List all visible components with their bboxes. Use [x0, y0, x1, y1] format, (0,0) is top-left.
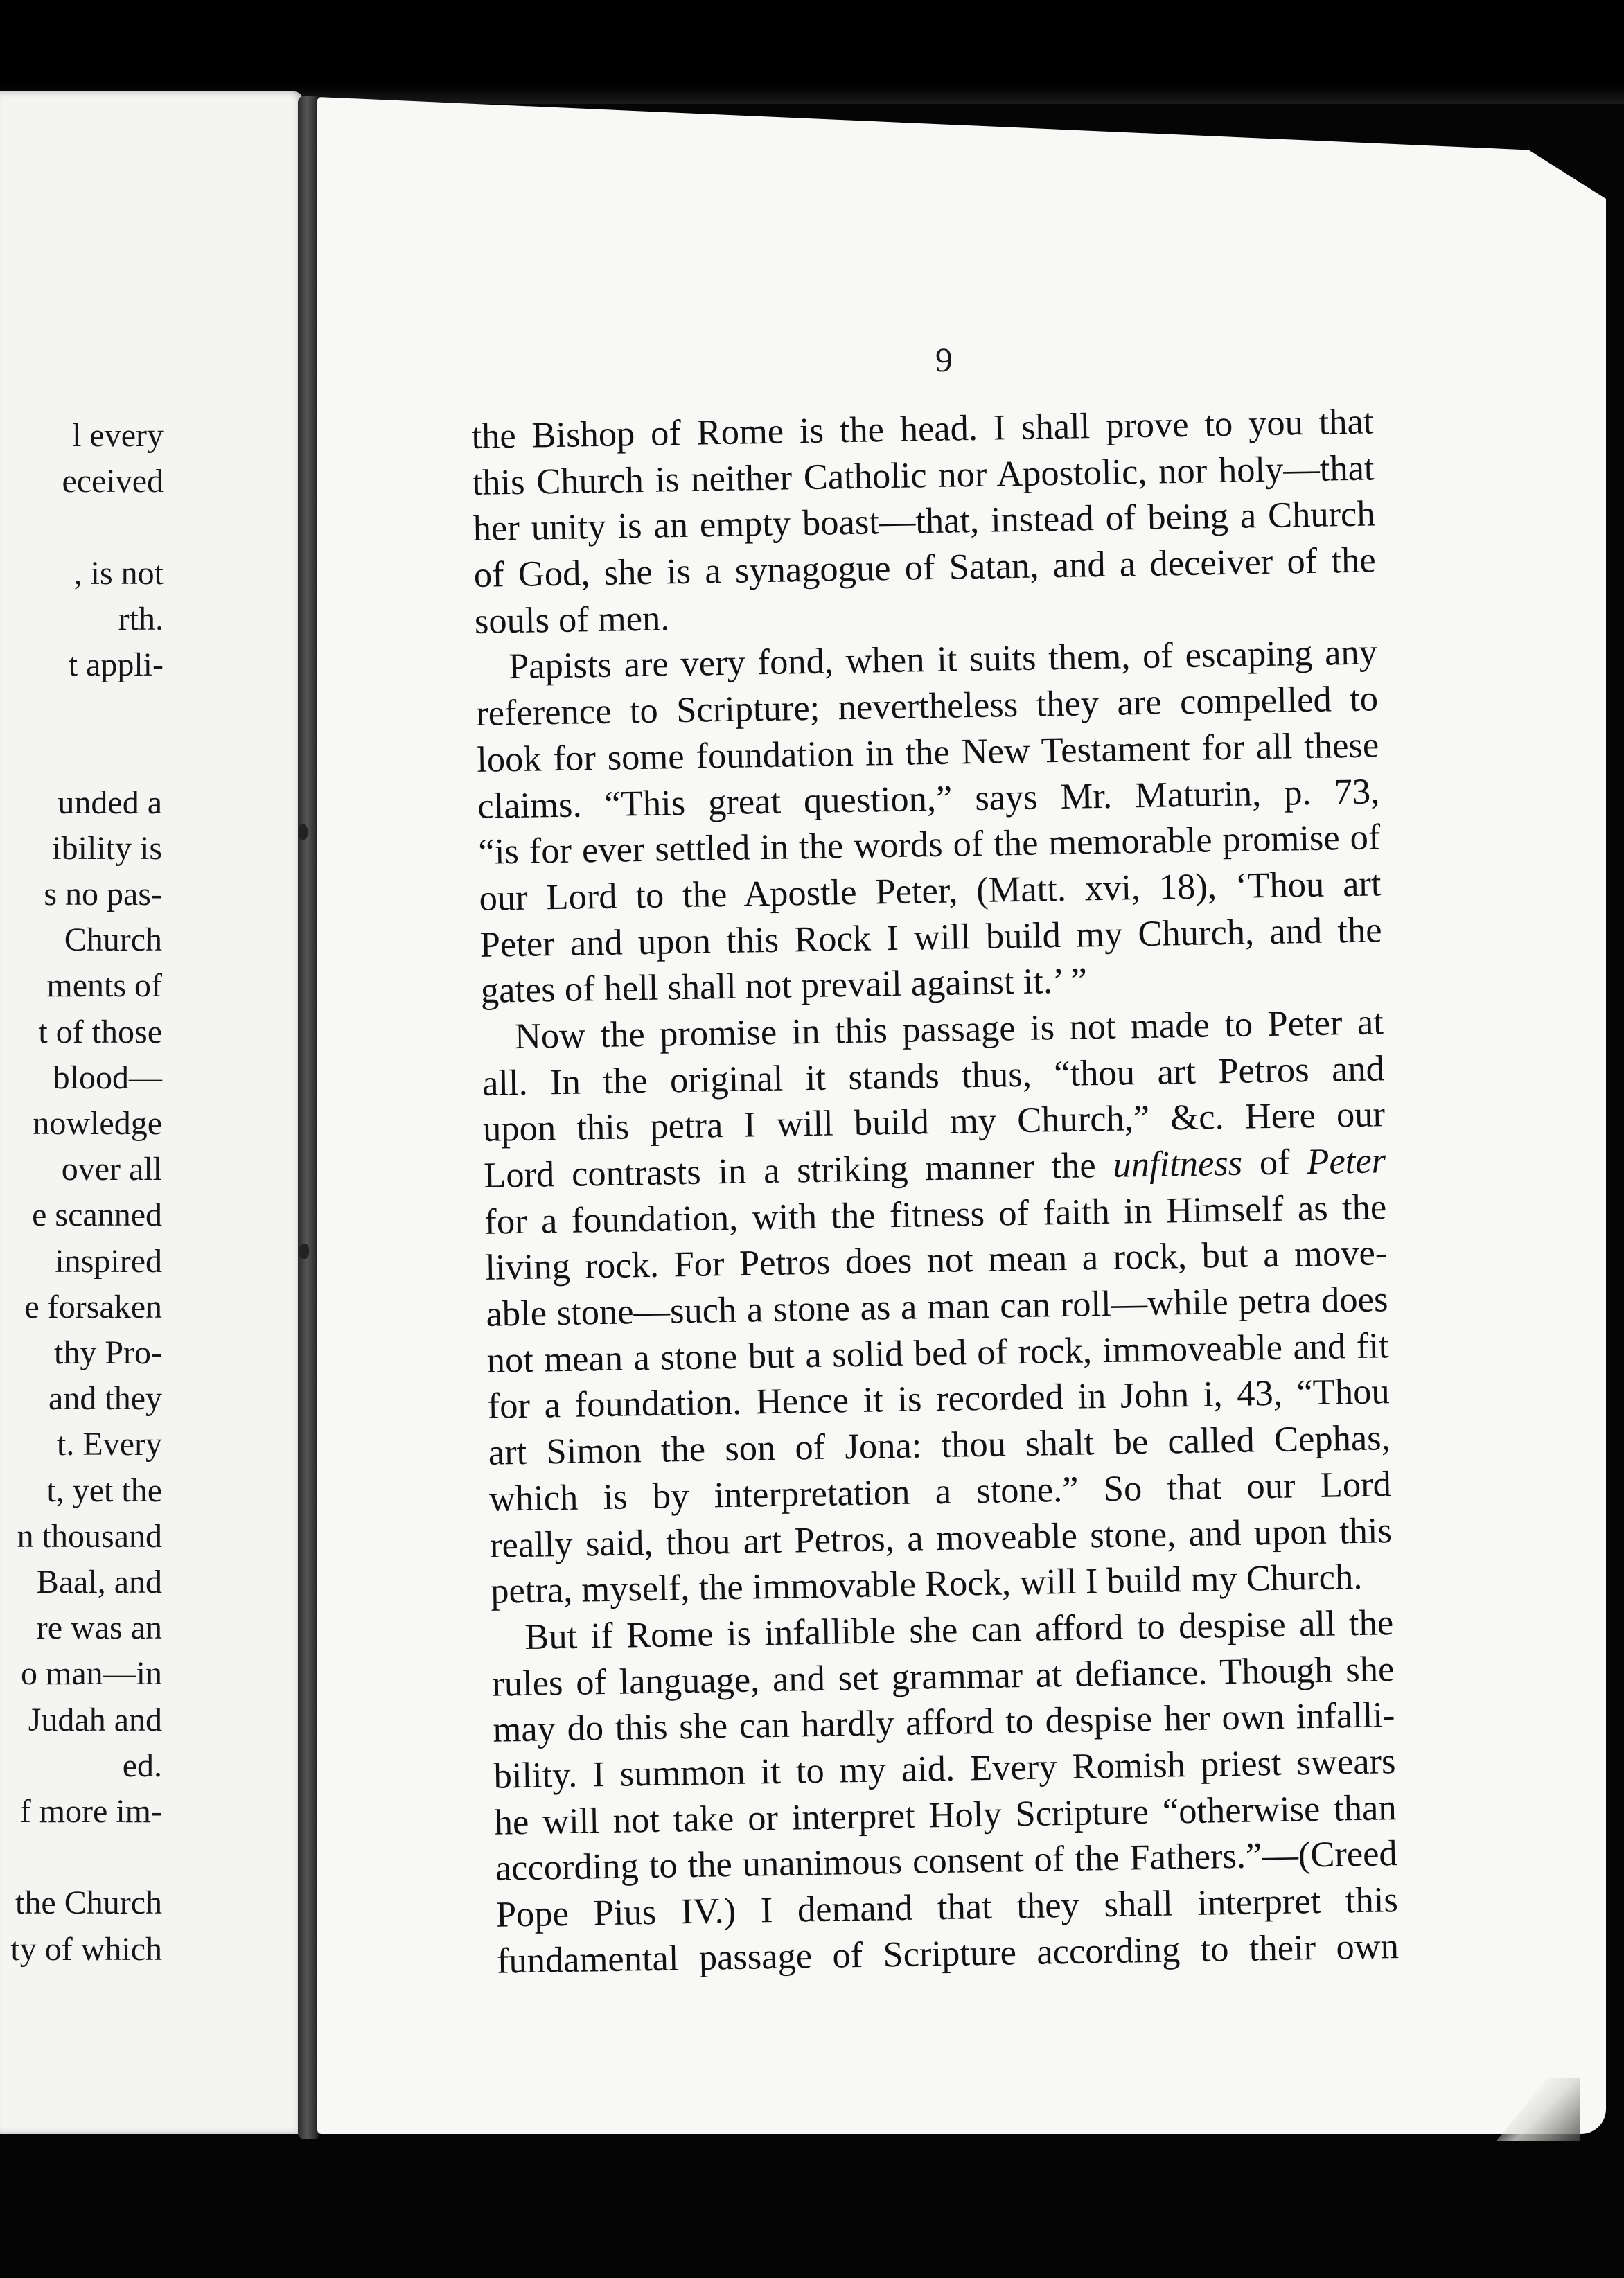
text-line: rules of language, and set grammar at defiance. Though she: [491, 1648, 1395, 1704]
left-page-line: re was an: [36, 1609, 162, 1647]
italic-word: unfitness: [1112, 1142, 1243, 1185]
text-line: Now the promise in this passage is not made to Peter at: [514, 1002, 1384, 1057]
text-line: all. In the original it stands thus, “thou art Petros and: [482, 1048, 1385, 1104]
left-page-line: rth.: [118, 600, 164, 637]
left-page-line: ty of which: [10, 1930, 162, 1968]
text-line: for a foundation, with the fitness of faith in Himself as the: [484, 1186, 1387, 1242]
text-line: “is for ever settled in the words of the memorable promise of: [478, 817, 1381, 873]
left-page-line: s no pas-: [44, 876, 162, 912]
text-line: our Lord to the Apostle Peter, (Matt. xvi, 18), ‘Thou art: [479, 863, 1382, 919]
text-line: Peter and upon this Rock I will build my Church, and the: [479, 909, 1383, 965]
left-page-line: the Church: [15, 1884, 162, 1922]
left-page-line: Baal, and: [36, 1564, 162, 1600]
text-line: art Simon the son of Jona: thou shalt be called Cephas,: [488, 1418, 1391, 1473]
text-line: according to the unanimous consent of the Fathers.”—(Creed: [495, 1833, 1398, 1889]
binding-thread-mark: [298, 824, 308, 840]
left-page-line: eceived: [62, 463, 164, 500]
left-page-line: ed.: [122, 1747, 162, 1784]
text-line: not mean a stone but a solid bed of rock, immoveable and fit: [486, 1325, 1389, 1381]
left-page-line: l every: [72, 417, 164, 454]
left-page-line: e forsaken: [24, 1288, 162, 1325]
book-gutter: [298, 96, 320, 2139]
left-page-line: thy Pro-: [54, 1334, 162, 1371]
text-line: her unity is an empty boast—that, instead of being a Church: [473, 493, 1376, 549]
left-page: [0, 91, 303, 2134]
left-page-line: f more im-: [19, 1793, 162, 1830]
text-line: Papists are very fond, when it suits them, of escaping any: [508, 632, 1378, 687]
left-page-line: and they: [48, 1380, 162, 1418]
left-page-line: t appli-: [68, 646, 164, 683]
text-line: of God, she is a synagogue of Satan, and a deceiver of the: [473, 540, 1377, 596]
left-page-line: inspired: [55, 1242, 162, 1280]
left-page-line: t. Every: [57, 1426, 162, 1463]
left-page-line: , is not: [73, 554, 164, 592]
text-segment: of: [1242, 1142, 1307, 1183]
text-line: bility. I summon it to my aid. Every Romish priest swears: [493, 1741, 1396, 1796]
text-line: the Bishop of Rome is the head. I shall prove to you that: [471, 401, 1374, 457]
text-line: reference to Scripture; nevertheless they are compelled to: [475, 678, 1379, 734]
text-line: petra, myself, the immovable Rock, will I build my Church.: [490, 1557, 1363, 1612]
text-line: really said, thou art Petros, a moveable stone, and upon this: [489, 1510, 1393, 1566]
text-line: he will not take or interpret Holy Scripture “otherwise than: [494, 1787, 1397, 1843]
text-line: souls of men.: [474, 598, 670, 642]
left-page-line: Church: [64, 921, 162, 959]
text-line: this Church is neither Catholic nor Apostolic, nor holy—that: [472, 448, 1375, 503]
text-line: for a foundation. Hence it is recorded in John i, 43, “Thou: [487, 1371, 1391, 1427]
text-line: gates of hell shall not prevail against it.’ ”: [480, 960, 1088, 1012]
left-page-line: nowledge: [33, 1105, 162, 1142]
italic-word: Peter: [1306, 1140, 1386, 1183]
left-page-line: ments of: [46, 967, 162, 1005]
text-line: fundamental passage of Scripture according to their own: [496, 1925, 1400, 1981]
text-line: claims. “This great question,” says Mr. Maturin, p. 73,: [477, 770, 1380, 827]
left-page-line: t of those: [38, 1013, 162, 1050]
text-line: which is by interpretation a stone.” So that our Lord: [488, 1464, 1392, 1519]
text-segment: Lord contrasts in a striking manner the: [483, 1145, 1113, 1196]
left-page-line: over all: [61, 1151, 162, 1188]
text-line: look for some foundation in the New Testament for all these: [476, 725, 1379, 780]
left-page-line: ibility is: [52, 829, 162, 867]
left-page-line: n thousand: [17, 1517, 162, 1555]
body-text: [471, 398, 1399, 1984]
left-page-line: o man—in: [21, 1655, 162, 1693]
binding-thread-mark: [299, 1244, 309, 1259]
left-page-line: Judah and: [28, 1701, 162, 1738]
left-page-line: blood—: [53, 1059, 162, 1096]
scan-background: [0, 0, 1624, 104]
page-number: 9: [935, 340, 953, 379]
text-line: living rock. For Petros does not mean a rock, but a move-: [484, 1233, 1388, 1289]
text-line: able stone—such a stone as a man can roll—while petra does: [486, 1279, 1388, 1334]
text-line: may do this she can hardly afford to despise her own infalli-: [493, 1695, 1395, 1750]
text-line: Pope Pius IV.) I demand that they shall interpret this: [495, 1880, 1399, 1935]
text-line: upon this petra I will build my Church,” &c. Here our: [482, 1094, 1386, 1150]
left-page-line: e scanned: [32, 1197, 162, 1234]
left-page-line: t, yet the: [46, 1472, 162, 1509]
text-line: But if Rome is infallible she can afford to despise all the: [524, 1602, 1394, 1657]
left-page-line: unded a: [58, 784, 162, 821]
